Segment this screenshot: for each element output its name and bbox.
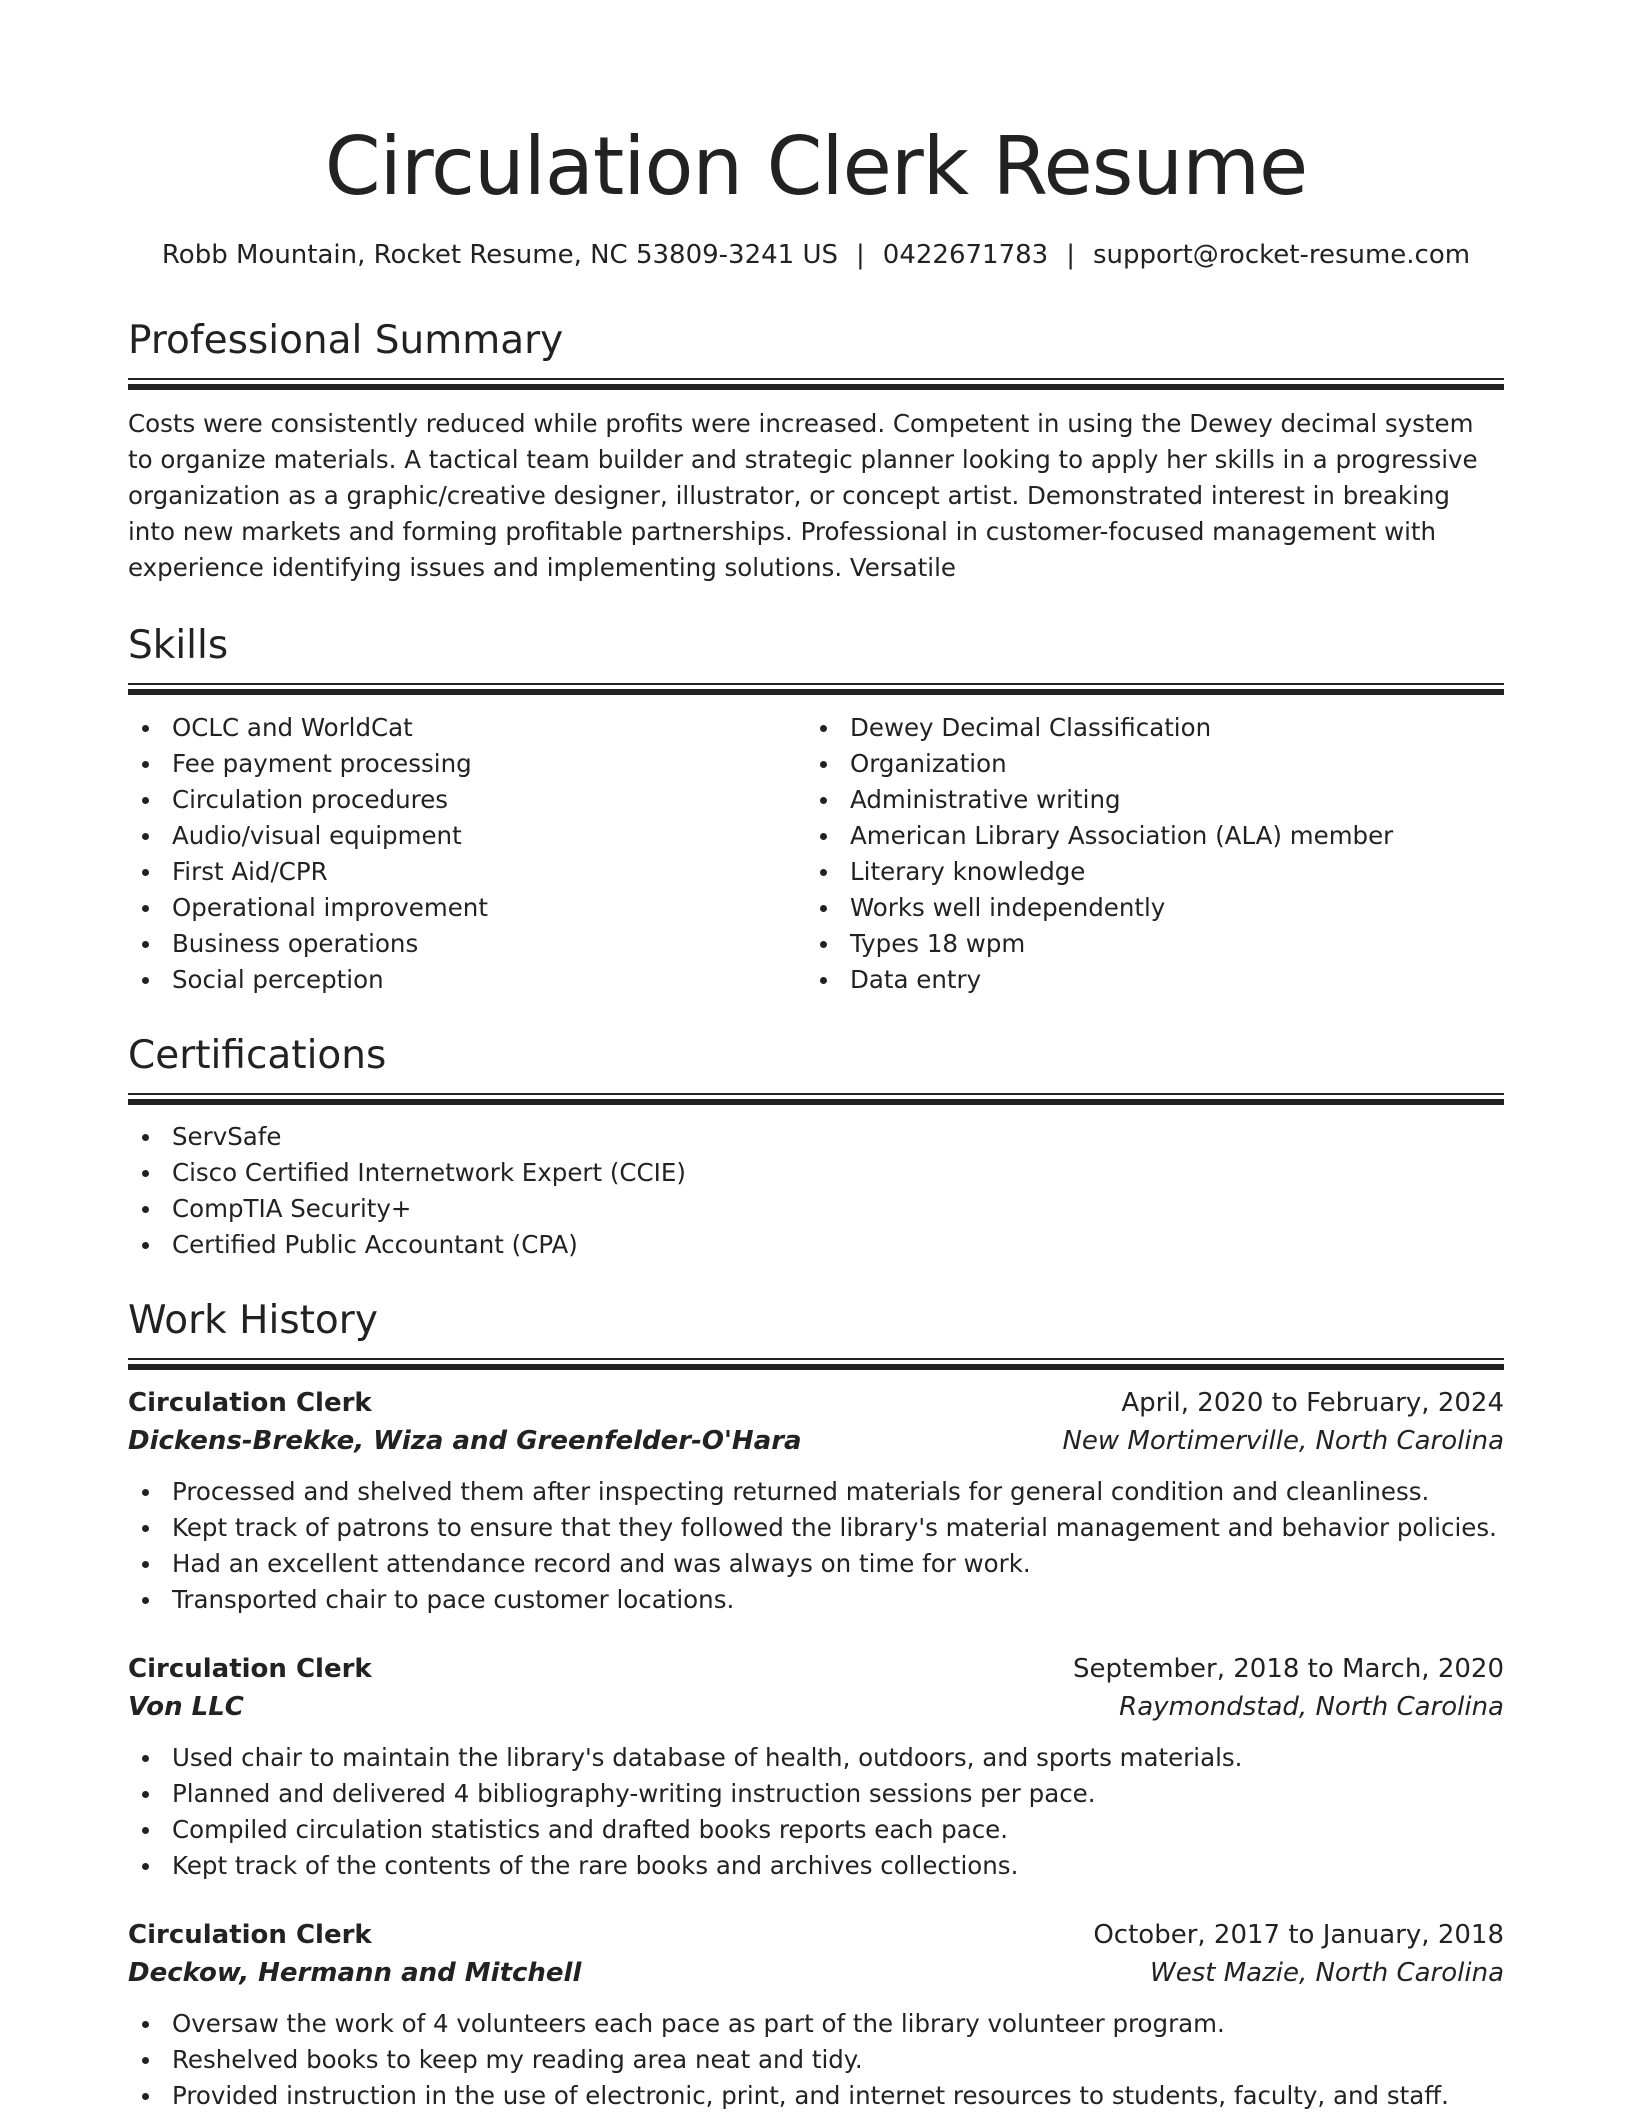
certifications-list bbox=[128, 1119, 1504, 1263]
contact-phone: 0422671783 bbox=[882, 240, 1049, 270]
section-heading-work-history: Work History bbox=[128, 1298, 378, 1344]
job-bullet: Kept track of the contents of the rare books and archives collections. bbox=[128, 1848, 1504, 1884]
job-dates: October, 2017 to January, 2018 bbox=[1093, 1920, 1504, 1951]
contact-email: support@rocket-resume.com bbox=[1092, 240, 1471, 270]
job-bullets bbox=[128, 1740, 1504, 1884]
job-bullet: Planned and delivered 4 bibliography-writing instruction sessions per pace. bbox=[128, 1776, 1504, 1812]
section-heading-summary: Professional Summary bbox=[128, 318, 564, 364]
job-company: Dickens-Brekke, Wiza and Greenfelder-O'Hara bbox=[128, 1426, 802, 1457]
job-bullets bbox=[128, 1474, 1504, 1618]
job-header-row bbox=[128, 1384, 1504, 1422]
summary-text: Costs were consistently reduced while profits were increased. Competent in using the Dewey decimal system to organize materials. A tactical team builder and strategic planner looking to apply her skills in a progressive organization as a graphic/creative designer, illustrator, or concept artist. Demonstrated interest in breaking into new markets and forming profitable partnerships. Professional in customer-focused management with experience identifying issues and implementing solutions. Versatile bbox=[128, 409, 1478, 583]
job-bullet: Provided instruction in the use of electronic, print, and internet resources to students, faculty, and staff. bbox=[128, 2078, 1504, 2112]
job-bullet: Used chair to maintain the library's database of health, outdoors, and sports materials. bbox=[128, 1740, 1504, 1776]
section-divider bbox=[128, 683, 1504, 693]
certification-item: ServSafe bbox=[128, 1119, 1504, 1155]
job-location: West Mazie, North Carolina bbox=[1150, 1958, 1504, 1989]
skill-item: American Library Association (ALA) member bbox=[806, 818, 1484, 854]
skills-list-left bbox=[128, 710, 806, 998]
skills-grid bbox=[128, 710, 1504, 998]
summary-section bbox=[128, 318, 1504, 586]
job-bullets bbox=[128, 2006, 1504, 2112]
job-bullet: Compiled circulation statistics and drafted books reports each pace. bbox=[128, 1812, 1504, 1848]
job-header-row bbox=[128, 1916, 1504, 1954]
job-bullet: Transported chair to pace customer locations. bbox=[128, 1582, 1504, 1618]
skill-item: Business operations bbox=[128, 926, 806, 962]
certification-item: Cisco Certified Internetwork Expert (CCIE) bbox=[128, 1155, 1504, 1191]
skill-item: Social perception bbox=[128, 962, 806, 998]
skills-section bbox=[128, 623, 1504, 998]
job-title: Circulation Clerk bbox=[128, 1654, 372, 1685]
page-title: Circulation Clerk Resume bbox=[324, 120, 1308, 213]
job-header-row bbox=[128, 1650, 1504, 1688]
skill-item: Types 18 wpm bbox=[806, 926, 1484, 962]
skill-item: Operational improvement bbox=[128, 890, 806, 926]
section-heading-certifications: Certifications bbox=[128, 1033, 387, 1079]
skill-item: Fee payment processing bbox=[128, 746, 806, 782]
job-location: Raymondstad, North Carolina bbox=[1119, 1692, 1504, 1723]
job-company-row bbox=[128, 1688, 1504, 1726]
skill-item: Dewey Decimal Classification bbox=[806, 710, 1484, 746]
job-location: New Mortimerville, North Carolina bbox=[1062, 1426, 1504, 1457]
contact-separator: | bbox=[1066, 240, 1075, 270]
skill-item: Literary knowledge bbox=[806, 854, 1484, 890]
skill-item: Audio/visual equipment bbox=[128, 818, 806, 854]
contact-separator: | bbox=[856, 240, 865, 270]
work-history-section bbox=[128, 1298, 1504, 2112]
section-divider bbox=[128, 1093, 1504, 1103]
job-company: Deckow, Hermann and Mitchell bbox=[128, 1958, 582, 1989]
job-entry bbox=[128, 1916, 1504, 2112]
section-divider bbox=[128, 378, 1504, 388]
skills-list-right bbox=[806, 710, 1484, 998]
job-company-row bbox=[128, 1954, 1504, 1992]
job-company: Von LLC bbox=[128, 1692, 244, 1723]
job-bullet: Processed and shelved them after inspecting returned materials for general condition and cleanliness. bbox=[128, 1474, 1504, 1510]
skill-item: Data entry bbox=[806, 962, 1484, 998]
contact-line bbox=[128, 240, 1504, 271]
contact-address: Robb Mountain, Rocket Resume, NC 53809-3241 US bbox=[161, 240, 839, 270]
certifications-section bbox=[128, 1033, 1504, 1263]
certification-item: Certified Public Accountant (CPA) bbox=[128, 1227, 1504, 1263]
job-company-row bbox=[128, 1422, 1504, 1460]
job-dates: April, 2020 to February, 2024 bbox=[1121, 1388, 1504, 1419]
job-bullet: Had an excellent attendance record and was always on time for work. bbox=[128, 1546, 1504, 1582]
skill-item: Administrative writing bbox=[806, 782, 1484, 818]
skill-item: Organization bbox=[806, 746, 1484, 782]
certification-item: CompTIA Security+ bbox=[128, 1191, 1504, 1227]
job-entry bbox=[128, 1384, 1504, 1618]
job-bullet: Oversaw the work of 4 volunteers each pace as part of the library volunteer program. bbox=[128, 2006, 1504, 2042]
section-heading-skills: Skills bbox=[128, 623, 229, 669]
skill-item: First Aid/CPR bbox=[128, 854, 806, 890]
job-dates: September, 2018 to March, 2020 bbox=[1073, 1654, 1504, 1685]
skill-item: OCLC and WorldCat bbox=[128, 710, 806, 746]
job-entry bbox=[128, 1650, 1504, 1884]
section-divider bbox=[128, 1358, 1504, 1368]
job-title: Circulation Clerk bbox=[128, 1920, 372, 1951]
job-bullet: Reshelved books to keep my reading area neat and tidy. bbox=[128, 2042, 1504, 2078]
skill-item: Circulation procedures bbox=[128, 782, 806, 818]
skill-item: Works well independently bbox=[806, 890, 1484, 926]
job-title: Circulation Clerk bbox=[128, 1388, 372, 1419]
job-bullet: Kept track of patrons to ensure that they followed the library's material management and behavior policies. bbox=[128, 1510, 1504, 1546]
